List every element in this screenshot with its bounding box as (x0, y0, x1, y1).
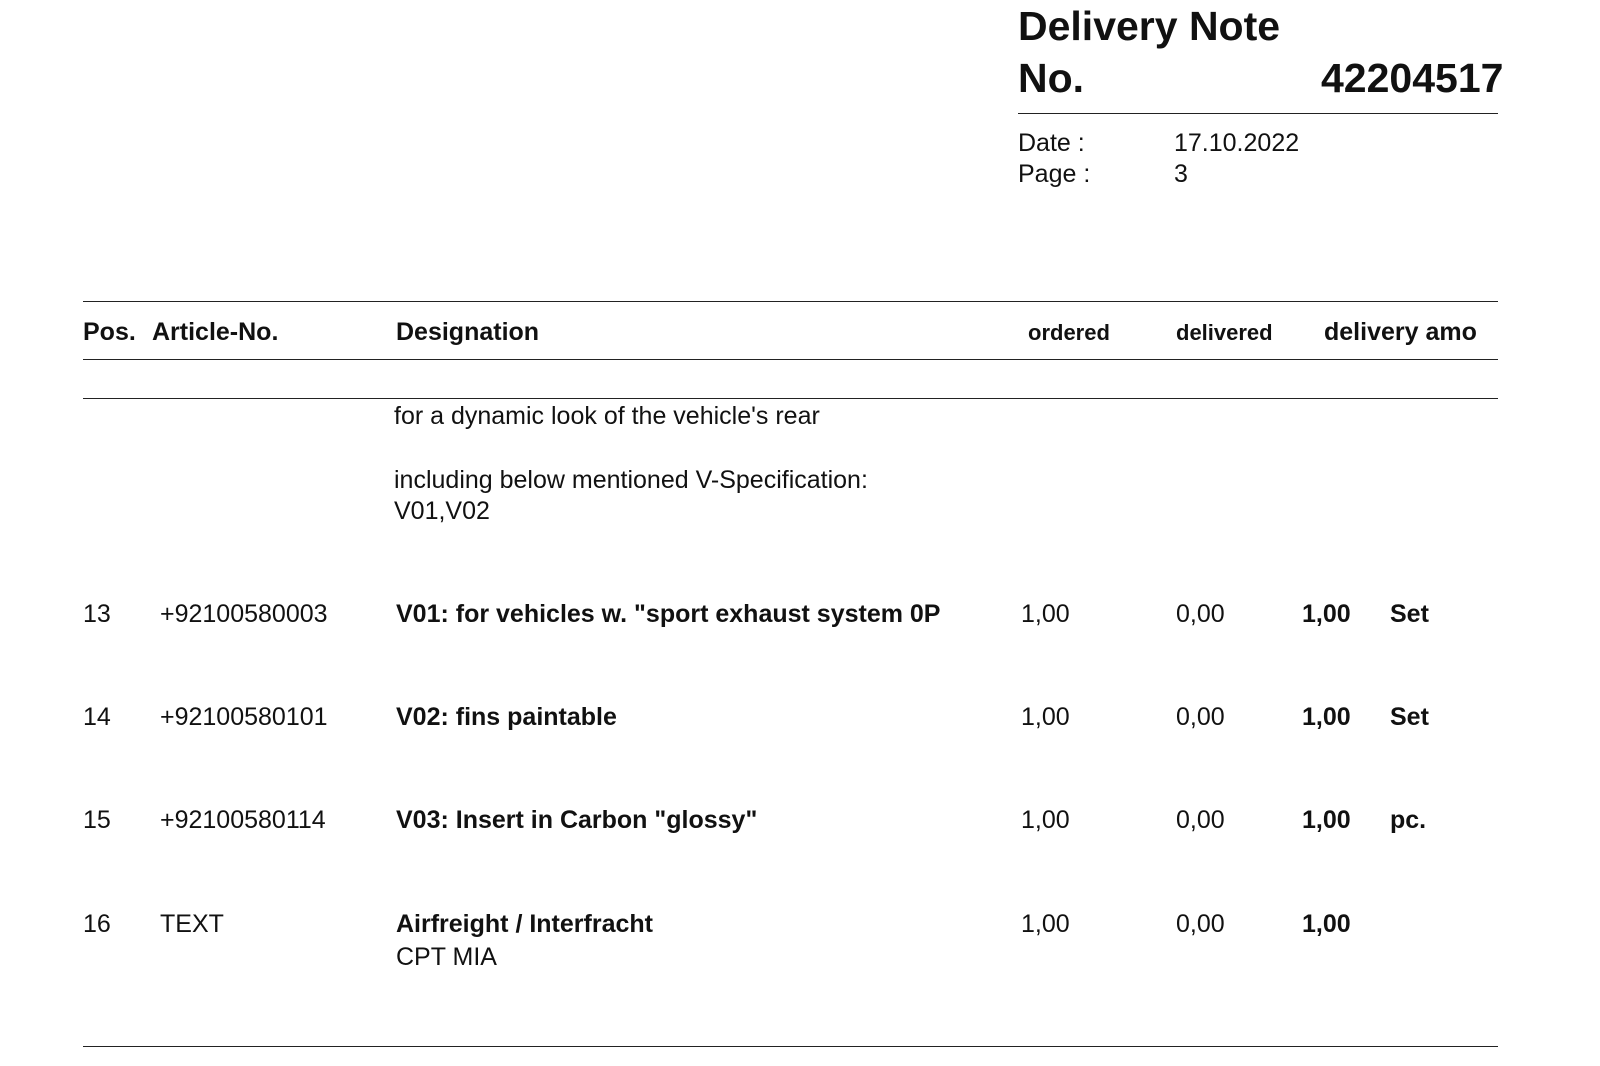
row-designation: V03: Insert in Carbon "glossy" (396, 806, 758, 834)
continuation-line: including below mentioned V-Specification: (394, 466, 868, 494)
row-unit: Set (1390, 600, 1429, 628)
row-designation: V01: for vehicles w. "sport exhaust system 0P (396, 600, 941, 628)
table-bottom-rule (83, 1046, 1498, 1047)
column-header-pos: Pos. (83, 318, 136, 346)
row-unit: Set (1390, 703, 1429, 731)
document-number-label: No. (1018, 55, 1085, 101)
date-value: 17.10.2022 (1174, 129, 1300, 157)
row-ordered: 1,00 (1021, 703, 1070, 731)
row-delivery-amount: 1,00 (1302, 703, 1351, 731)
row-unit: pc. (1390, 806, 1427, 834)
date-label: Date : (1018, 129, 1085, 157)
continuation-line: for a dynamic look of the vehicle's rear (394, 402, 820, 430)
row-delivery-amount: 1,00 (1302, 910, 1351, 938)
continuation-line: V01,V02 (394, 497, 490, 525)
document-number: 42204517 (1321, 55, 1504, 101)
row-pos: 14 (83, 703, 111, 731)
page-label: Page : (1018, 160, 1091, 188)
row-designation-subline: CPT MIA (396, 943, 497, 971)
row-designation: V02: fins paintable (396, 703, 617, 731)
column-header-ordered: ordered (1028, 320, 1110, 345)
row-pos: 16 (83, 910, 111, 938)
row-ordered: 1,00 (1021, 806, 1070, 834)
document-title: Delivery Note (1018, 3, 1281, 49)
row-delivery-amount: 1,00 (1302, 600, 1351, 628)
page-value: 3 (1174, 160, 1188, 188)
row-delivered: 0,00 (1176, 910, 1225, 938)
column-header-delivered: delivered (1176, 320, 1273, 345)
row-article-number: +92100580101 (160, 703, 328, 731)
row-ordered: 1,00 (1021, 600, 1070, 628)
header-divider (1018, 113, 1498, 114)
column-header-article: Article-No. (152, 318, 279, 346)
row-delivered: 0,00 (1176, 600, 1225, 628)
row-delivered: 0,00 (1176, 806, 1225, 834)
table-header-rule (83, 359, 1498, 360)
table-body-rule (83, 398, 1498, 399)
column-header-designation: Designation (396, 318, 540, 346)
row-article-number: TEXT (160, 910, 224, 938)
row-delivery-amount: 1,00 (1302, 806, 1351, 834)
row-ordered: 1,00 (1021, 910, 1070, 938)
row-pos: 15 (83, 806, 111, 834)
row-delivered: 0,00 (1176, 703, 1225, 731)
column-header-delivery-amount: delivery amo (1324, 318, 1477, 346)
row-article-number: +92100580003 (160, 600, 328, 628)
table-top-rule (83, 301, 1498, 302)
row-article-number: +92100580114 (160, 806, 326, 834)
row-designation: Airfreight / Interfracht (396, 910, 653, 938)
row-pos: 13 (83, 600, 111, 628)
